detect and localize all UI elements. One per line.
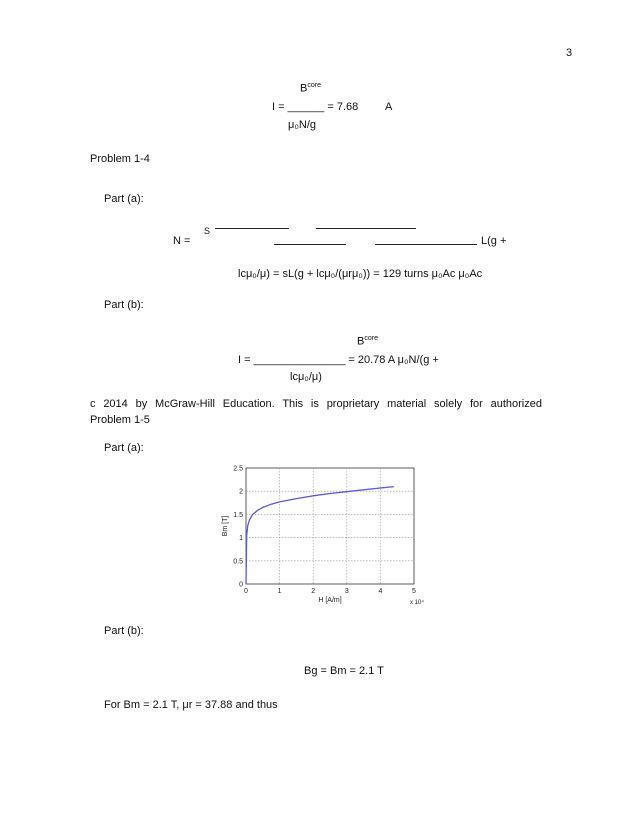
x-exponent-label: x 10⁴ xyxy=(410,600,424,606)
y-tick-label: 0 xyxy=(239,581,243,589)
eq1-unit: A xyxy=(385,101,393,113)
y-tick-label: 0.5 xyxy=(233,558,243,566)
problem-1-4-part-b: Part (b): xyxy=(104,299,144,311)
problem-1-5-part-a: Part (a): xyxy=(104,442,144,454)
b-line-2: lcμ₀/μ) xyxy=(290,371,322,383)
fraction-bar-3 xyxy=(274,244,346,245)
n-line-2: lcμ₀/μ) = sL(g + lcμ₀/(μrμ₀)) = 129 turns μ₀Ac μ₀Ac xyxy=(238,268,483,280)
b-numerator-sub: core xyxy=(364,335,378,342)
y-tick-label: 2.5 xyxy=(233,465,243,473)
s-glyph: S xyxy=(204,226,211,236)
problem-1-4-heading: Problem 1-4 xyxy=(90,153,150,165)
copyright-line: c 2014 by McGraw-Hill Education. This is proprietary material solely for authorized xyxy=(90,398,542,410)
eq1-numerator xyxy=(300,82,321,95)
bh-curve-chart xyxy=(219,462,429,608)
x-axis-label: H [A/m] xyxy=(318,597,342,604)
fraction-bar-1 xyxy=(215,228,289,229)
y-axis-label: Bm [T] xyxy=(222,515,229,537)
x-tick-label: 4 xyxy=(378,588,383,595)
x-tick-label: 3 xyxy=(344,588,349,595)
fraction-bar-2 xyxy=(316,228,416,229)
problem-1-5-heading: Problem 1-5 xyxy=(90,414,150,426)
bg-equation: Bg = Bm = 2.1 T xyxy=(304,665,384,677)
b-numerator-symbol: B xyxy=(357,335,365,348)
fraction-bar-4 xyxy=(375,244,477,245)
y-tick-label: 1.5 xyxy=(233,511,243,519)
n-tail: L(g + xyxy=(481,235,507,247)
n-equals: N = xyxy=(173,235,191,247)
x-tick-label: 0 xyxy=(244,588,248,595)
x-tick-label: 1 xyxy=(277,588,282,595)
eq1-numerator-sub: core xyxy=(307,82,321,89)
problem-1-4-part-a: Part (a): xyxy=(104,193,144,205)
y-tick-label: 1 xyxy=(239,535,243,543)
b-numerator xyxy=(357,335,378,348)
page-number: 3 xyxy=(566,47,573,59)
eq1-numerator-symbol: B xyxy=(300,82,308,95)
eq1-denominator: μ₀N/g xyxy=(288,119,317,131)
x-tick-label: 5 xyxy=(412,588,416,595)
b-equation: I = _______________ = 20.78 A μ₀N/(g + xyxy=(238,354,439,366)
eq1-main: I = ______ = 7.68 xyxy=(272,101,359,113)
plot-area xyxy=(246,468,414,584)
y-tick-label: 2 xyxy=(239,488,243,496)
final-line: For Bm = 2.1 T, μr = 37.88 and thus xyxy=(104,699,278,711)
x-tick-label: 2 xyxy=(311,588,316,595)
problem-1-5-part-b: Part (b): xyxy=(104,625,144,637)
